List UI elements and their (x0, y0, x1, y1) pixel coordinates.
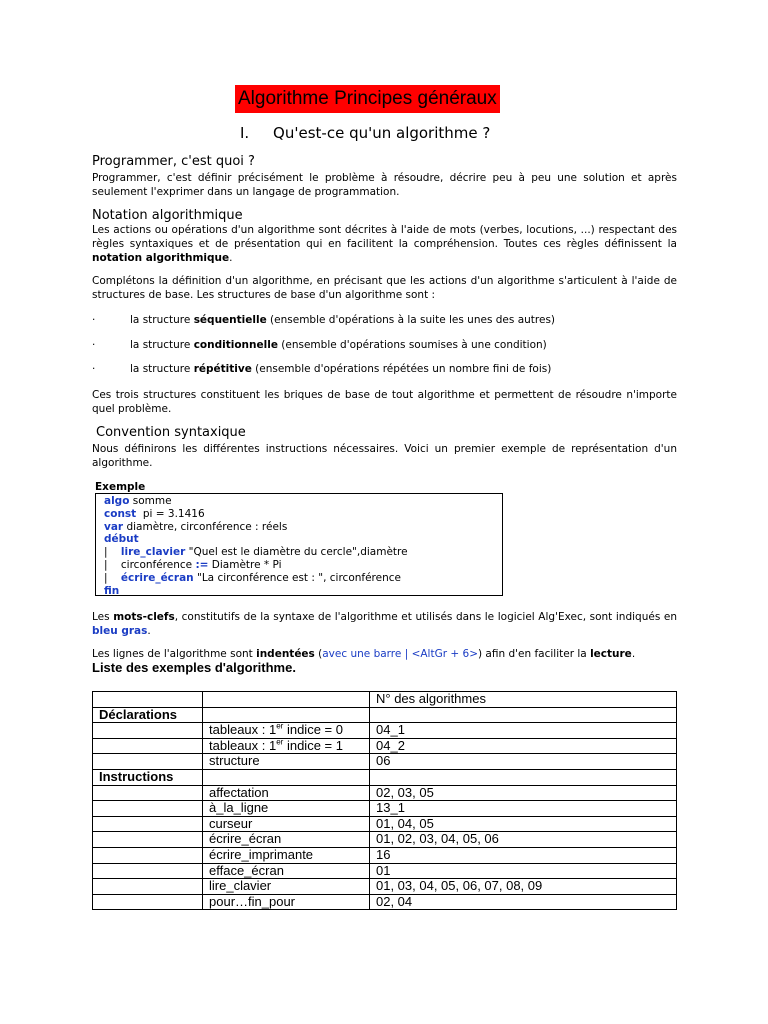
bullet-sequentielle: · la structure séquentielle (ensemble d'opérations à la suite les unes des autres) (92, 314, 556, 326)
table-cell: Déclarations (93, 707, 203, 723)
table-cell: 02, 04 (370, 894, 677, 910)
table-cell: affectation (203, 785, 370, 801)
section-heading (240, 124, 490, 142)
table-title: Liste des exemples d'algorithme. (92, 660, 296, 675)
exemple-label: Exemple (95, 481, 146, 493)
table-cell (93, 754, 203, 770)
section-number: I. (240, 124, 250, 142)
code-line: début (104, 533, 139, 546)
code-line: fin (104, 584, 120, 597)
table-cell: écrire_imprimante (203, 847, 370, 863)
table-cell (370, 769, 677, 785)
code-line: var diamètre, circonférence : réels (104, 520, 288, 533)
table-cell (93, 738, 203, 754)
table-cell: 13_1 (370, 801, 677, 817)
table-cell (93, 847, 203, 863)
heading-notation: Notation algorithmique (92, 208, 243, 223)
table-cell: à_la_ligne (203, 801, 370, 817)
code-line: | circonférence := Diamètre * Pi (104, 558, 282, 571)
table-row (93, 894, 677, 910)
paragraph-structures-intro: Complétons la définition d'un algorithme, en précisant que les actions d'un algorithme s'articulent à l'aide de structures de base. Les structures de base d'un algorithme sont : (92, 275, 677, 301)
code-line: | écrire_écran "La circonférence est : ", circonférence (104, 571, 401, 584)
bullet-dot: · (92, 339, 96, 351)
table-cell: 16 (370, 847, 677, 863)
paragraph-indentation: Les lignes de l'algorithme sont indentées (avec une barre | <AltGr + 6>) afin d'en faciliter la lecture. (92, 648, 636, 660)
bullet-dot: · (92, 314, 96, 326)
document-title: Algorithme Principes généraux (235, 85, 500, 113)
table-row (93, 816, 677, 832)
bullet-repetitive: · la structure répétitive (ensemble d'opérations répétées un nombre fini de fois) (92, 363, 552, 375)
paragraph-convention: Nous définirons les différentes instructions nécessaires. Voici un premier exemple de représentation d'un algorithme. (92, 443, 677, 469)
paragraph-structures-conclusion: Ces trois structures constituent les briques de base de tout algorithme et permettent de résoudre n'importe quel problème. (92, 389, 677, 415)
table-cell (370, 707, 677, 723)
table-cell: Instructions (93, 769, 203, 785)
table-row (93, 863, 677, 879)
table-row (93, 879, 677, 895)
table-row (93, 754, 677, 770)
table-row (93, 769, 677, 785)
table-cell (93, 879, 203, 895)
table-cell: pour…fin_pour (203, 894, 370, 910)
code-example-box (95, 493, 503, 596)
table-cell: structure (203, 754, 370, 770)
table-row (93, 707, 677, 723)
table-row (93, 738, 677, 754)
heading-programmer: Programmer, c'est quoi ? (92, 154, 255, 169)
table-cell (93, 785, 203, 801)
examples-table (92, 691, 677, 910)
table-cell: écrire_écran (203, 832, 370, 848)
table-cell (203, 707, 370, 723)
table-cell: curseur (203, 816, 370, 832)
table-cell: 06 (370, 754, 677, 770)
table-cell: 01 (370, 863, 677, 879)
table-cell: lire_clavier (203, 879, 370, 895)
bullet-dot: · (92, 363, 96, 375)
table-cell (203, 769, 370, 785)
table-cell: 04_2 (370, 738, 677, 754)
table-row (93, 847, 677, 863)
table-cell: 01, 04, 05 (370, 816, 677, 832)
table-cell: 04_1 (370, 723, 677, 739)
code-line: | lire_clavier "Quel est le diamètre du cercle",diamètre (104, 546, 408, 559)
paragraph-mots-clefs: Les mots-clefs, constitutifs de la syntaxe de l'algorithme et utilisés dans le logiciel Alg'Exec, sont indiqués en bleu gras. (92, 611, 677, 637)
table-row (93, 723, 677, 739)
table-cell: N° des algorithmes (370, 692, 677, 708)
table-cell: 01, 03, 04, 05, 06, 07, 08, 09 (370, 879, 677, 895)
table-cell (93, 894, 203, 910)
table-cell (203, 692, 370, 708)
table-cell (93, 816, 203, 832)
table-row (93, 832, 677, 848)
table-cell (93, 863, 203, 879)
table-row (93, 801, 677, 817)
code-line: const pi = 3.1416 (104, 507, 205, 520)
table-cell: efface_écran (203, 863, 370, 879)
section-title: Qu'est-ce qu'un algorithme ? (273, 124, 491, 142)
paragraph-notation: Les actions ou opérations d'un algorithme sont décrites à l'aide de mots (verbes, locutions, ...) respectant des règles syntaxiques et de présentation qui en facilitent la compréhension. Toutes ces règles définissent la notation algorithmique. (92, 224, 677, 264)
table-cell (93, 801, 203, 817)
table-cell: tableaux : 1er indice = 0 (203, 723, 370, 739)
code-line: algo somme (104, 495, 172, 507)
bullet-conditionnelle: · la structure conditionnelle (ensemble d'opérations soumises à une condition) (92, 339, 547, 351)
table-header-row (93, 692, 677, 708)
table-cell: 01, 02, 03, 04, 05, 06 (370, 832, 677, 848)
table-cell: tableaux : 1er indice = 1 (203, 738, 370, 754)
heading-convention: Convention syntaxique (96, 425, 246, 440)
paragraph-programmer: Programmer, c'est définir précisément le problème à résoudre, décrire peu à peu une solution et après seulement l'exprimer dans un langage de programmation. (92, 172, 677, 198)
table-cell (93, 723, 203, 739)
table-cell: 02, 03, 05 (370, 785, 677, 801)
table-cell (93, 692, 203, 708)
table-cell (93, 832, 203, 848)
table-row (93, 785, 677, 801)
